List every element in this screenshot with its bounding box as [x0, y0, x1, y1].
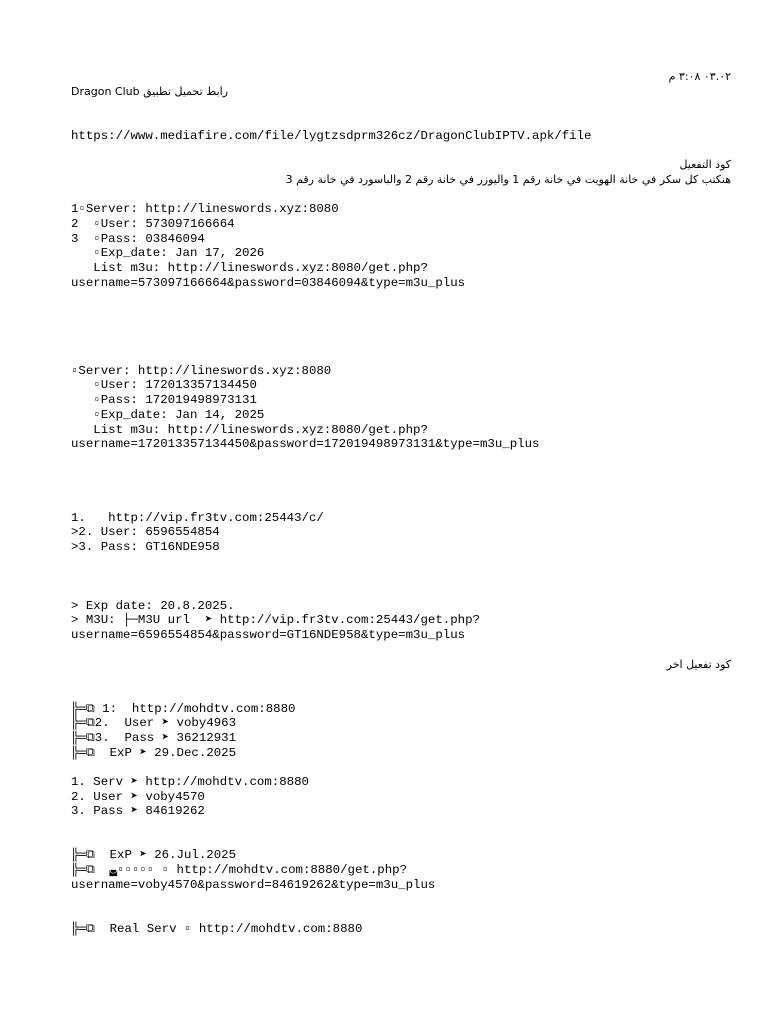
credentials-block-1 [71, 202, 731, 290]
activation-heading: كود التفعيل [679, 158, 731, 172]
another-code-heading: كود تفعيل اخر [666, 657, 731, 671]
m3u-line[interactable]: List m3u: http://lineswords.xyz:8080/get.php? [71, 422, 428, 437]
server-line[interactable]: ╠═⧉ Real Serv ▫ http://mohdtv.com:8880 [71, 921, 363, 936]
pass-line: 3 ▫Pass: 03846094 [71, 231, 205, 246]
download-link[interactable]: https://www.mediafire.com/file/lygtzsdprm326cz/DragonClubIPTV.apk/file [71, 128, 592, 143]
pass-line: >3. Pass: GT16NDE958 [71, 540, 220, 554]
credentials-block-6 [71, 775, 731, 819]
m3u-line[interactable]: > M3U: ├─M3U url ➤ http://vip.fr3tv.com:25443/get.php? [71, 613, 480, 628]
user-line: >2. User: 6596554854 [71, 525, 220, 540]
app-link-heading [71, 85, 731, 100]
server-line: 1▫Server: http://lineswords.xyz:8080 [71, 202, 339, 217]
pass-line: ╠═⧉3. Pass ➤ 36212931 [71, 730, 237, 745]
m3u-line[interactable]: ╠═⧉ ◛▫▫▫▫▫ ▫ http://mohdtv.com:8880/get.php? [71, 863, 408, 878]
m3u-params-line[interactable]: username=172013357134450&password=172019498973131&type=m3u_plus [71, 437, 540, 452]
m3u-params-line[interactable]: username=573097166664&password=03846094&type=m3u_plus [71, 275, 466, 290]
credentials-block-5 [71, 702, 731, 761]
server-line[interactable]: 1. http://vip.fr3tv.com:25443/c/ [71, 510, 324, 525]
server-line: ▫Server: http://lineswords.xyz:8080 [71, 363, 332, 378]
m3u-line[interactable]: List m3u: http://lineswords.xyz:8080/get.php? [71, 260, 428, 275]
user-line: 2 ▫User: 573097166664 [71, 216, 235, 231]
m3u-params-line[interactable]: username=voby4570&password=84619262&type=m3u_plus [71, 877, 436, 892]
user-line: ▫User: 172013357134450 [71, 378, 257, 393]
user-line: ╠═⧉2. User ➤ voby4963 [71, 716, 237, 731]
credentials-block-2 [71, 364, 731, 452]
exp-date-line: ▫Exp_date: Jan 14, 2025 [71, 407, 265, 422]
exp-date-line: ╠═⧉ ExP ➤ 29.Dec.2025 [71, 745, 237, 760]
credentials-block-8 [71, 922, 731, 937]
instructions-text: هنكتب كل سكر في خانة الهويت في خانة رقم 1 واليوزر في خانة رقم 2 والباسورد في خانة رقم 3 [285, 172, 731, 186]
pass-line: 3. Pass ➤ 84619262 [71, 804, 205, 819]
exp-date-line: > Exp date: 20.8.2025. [71, 598, 235, 613]
credentials-block-7 [71, 848, 731, 892]
credentials-block-4 [71, 599, 731, 643]
note-document [71, 70, 731, 937]
server-line[interactable]: 1. Serv ➤ http://mohdtv.com:8880 [71, 775, 309, 789]
timestamp: ٠٣.٠٢ ٣:٠٨ م [668, 70, 731, 83]
user-line: 2. User ➤ voby4570 [71, 789, 205, 804]
credentials-block-3 [71, 511, 731, 555]
server-line[interactable]: ╠═⧉ 1: http://mohdtv.com:8880 [71, 701, 296, 716]
exp-date-line: ╠═⧉ ExP ➤ 26.Jul.2025 [71, 848, 237, 863]
m3u-params-line[interactable]: username=6596554854&password=GT16NDE958&type=m3u_plus [71, 628, 466, 643]
exp-date-line: ▫Exp_date: Jan 17, 2026 [71, 246, 265, 261]
app-link-heading-text: رابط تحميل تطبيق Dragon Club [71, 84, 229, 98]
pass-line: ▫Pass: 172019498973131 [71, 393, 257, 408]
